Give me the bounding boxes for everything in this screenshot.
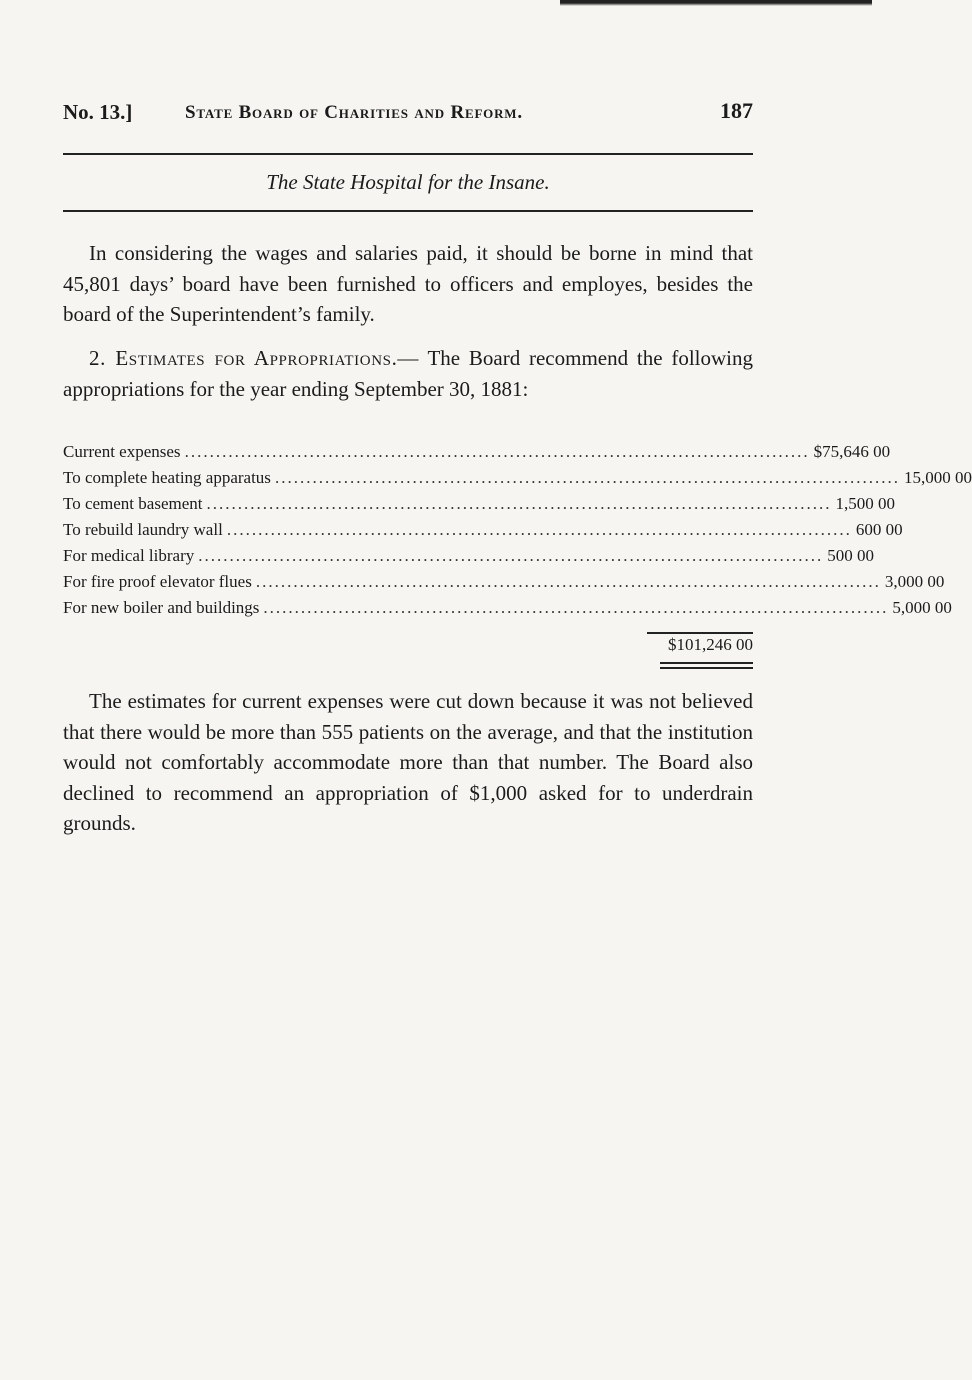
double-rule-lower	[660, 667, 753, 669]
table-row	[63, 494, 895, 520]
leader-dots: ....................................................................................................	[206, 494, 832, 513]
leader-dots: ....................................................................................................	[226, 520, 852, 539]
page-edge-shadow	[560, 0, 872, 6]
paragraph-estimates-intro	[63, 343, 753, 404]
leader-dots: ....................................................................................................	[274, 468, 900, 487]
item-amount: 15,000 00	[903, 468, 972, 487]
leader-dots: ....................................................................................................	[184, 442, 810, 461]
double-rule-upper	[660, 662, 753, 664]
paragraph-wages: In considering the wages and salaries paid, it should be borne in mind that 45,801 days’ board have been furnished to officers and employes, besides the board of the Superintendent’s family.	[63, 241, 753, 326]
item-label: Current expenses	[63, 442, 181, 461]
item-amount: 3,000 00	[884, 572, 945, 591]
item-label: For medical library	[63, 546, 195, 565]
leader-dots: ....................................................................................................	[263, 598, 889, 617]
paragraph-explanation: The estimates for current expenses were cut down because it was not believed that there would be more than 555 patients on the average, and that the institution would not comfortably accommodate more than that number. The Board also declined to recommend an appropriation of $1,000 asked for to underdrain grounds.	[63, 689, 753, 835]
table-row	[63, 468, 972, 494]
item-label: For new boiler and buildings	[63, 598, 260, 617]
document-number: No. 13.]	[63, 100, 133, 124]
total-amount: $101,246 00	[668, 635, 753, 654]
running-head	[63, 96, 753, 130]
section-title: The State Hospital for the Insane.	[266, 170, 550, 194]
sum-rule	[647, 632, 753, 634]
item-label: To rebuild laundry wall	[63, 520, 223, 539]
bottom-rule	[63, 210, 753, 212]
leader-dots: ....................................................................................................	[198, 546, 824, 565]
table-row	[63, 442, 891, 468]
estimates-intro-text: The Board recommend the following appropriations for the year ending September 30, 1881:	[63, 346, 753, 401]
table-row	[63, 598, 952, 624]
table-row	[63, 520, 903, 546]
item-label: To cement basement	[63, 494, 203, 513]
item-label: For fire proof elevator flues	[63, 572, 252, 591]
top-rule	[63, 153, 753, 155]
item-amount: 600 00	[855, 520, 903, 539]
item-amount: 500 00	[827, 546, 874, 565]
page-number: 187	[720, 98, 753, 123]
estimates-heading: 2. Estimates for Appropriations.—	[89, 346, 420, 370]
item-amount: 5,000 00	[892, 598, 952, 617]
running-title: State Board of Charities and Reform.	[185, 102, 523, 123]
item-amount: 1,500 00	[835, 494, 895, 513]
estimates-table	[63, 442, 972, 624]
item-amount: $75,646 00	[813, 442, 891, 461]
leader-dots: ....................................................................................................	[255, 572, 881, 591]
item-label: To complete heating apparatus	[63, 468, 271, 487]
table-row	[63, 572, 945, 598]
table-row	[63, 546, 874, 572]
